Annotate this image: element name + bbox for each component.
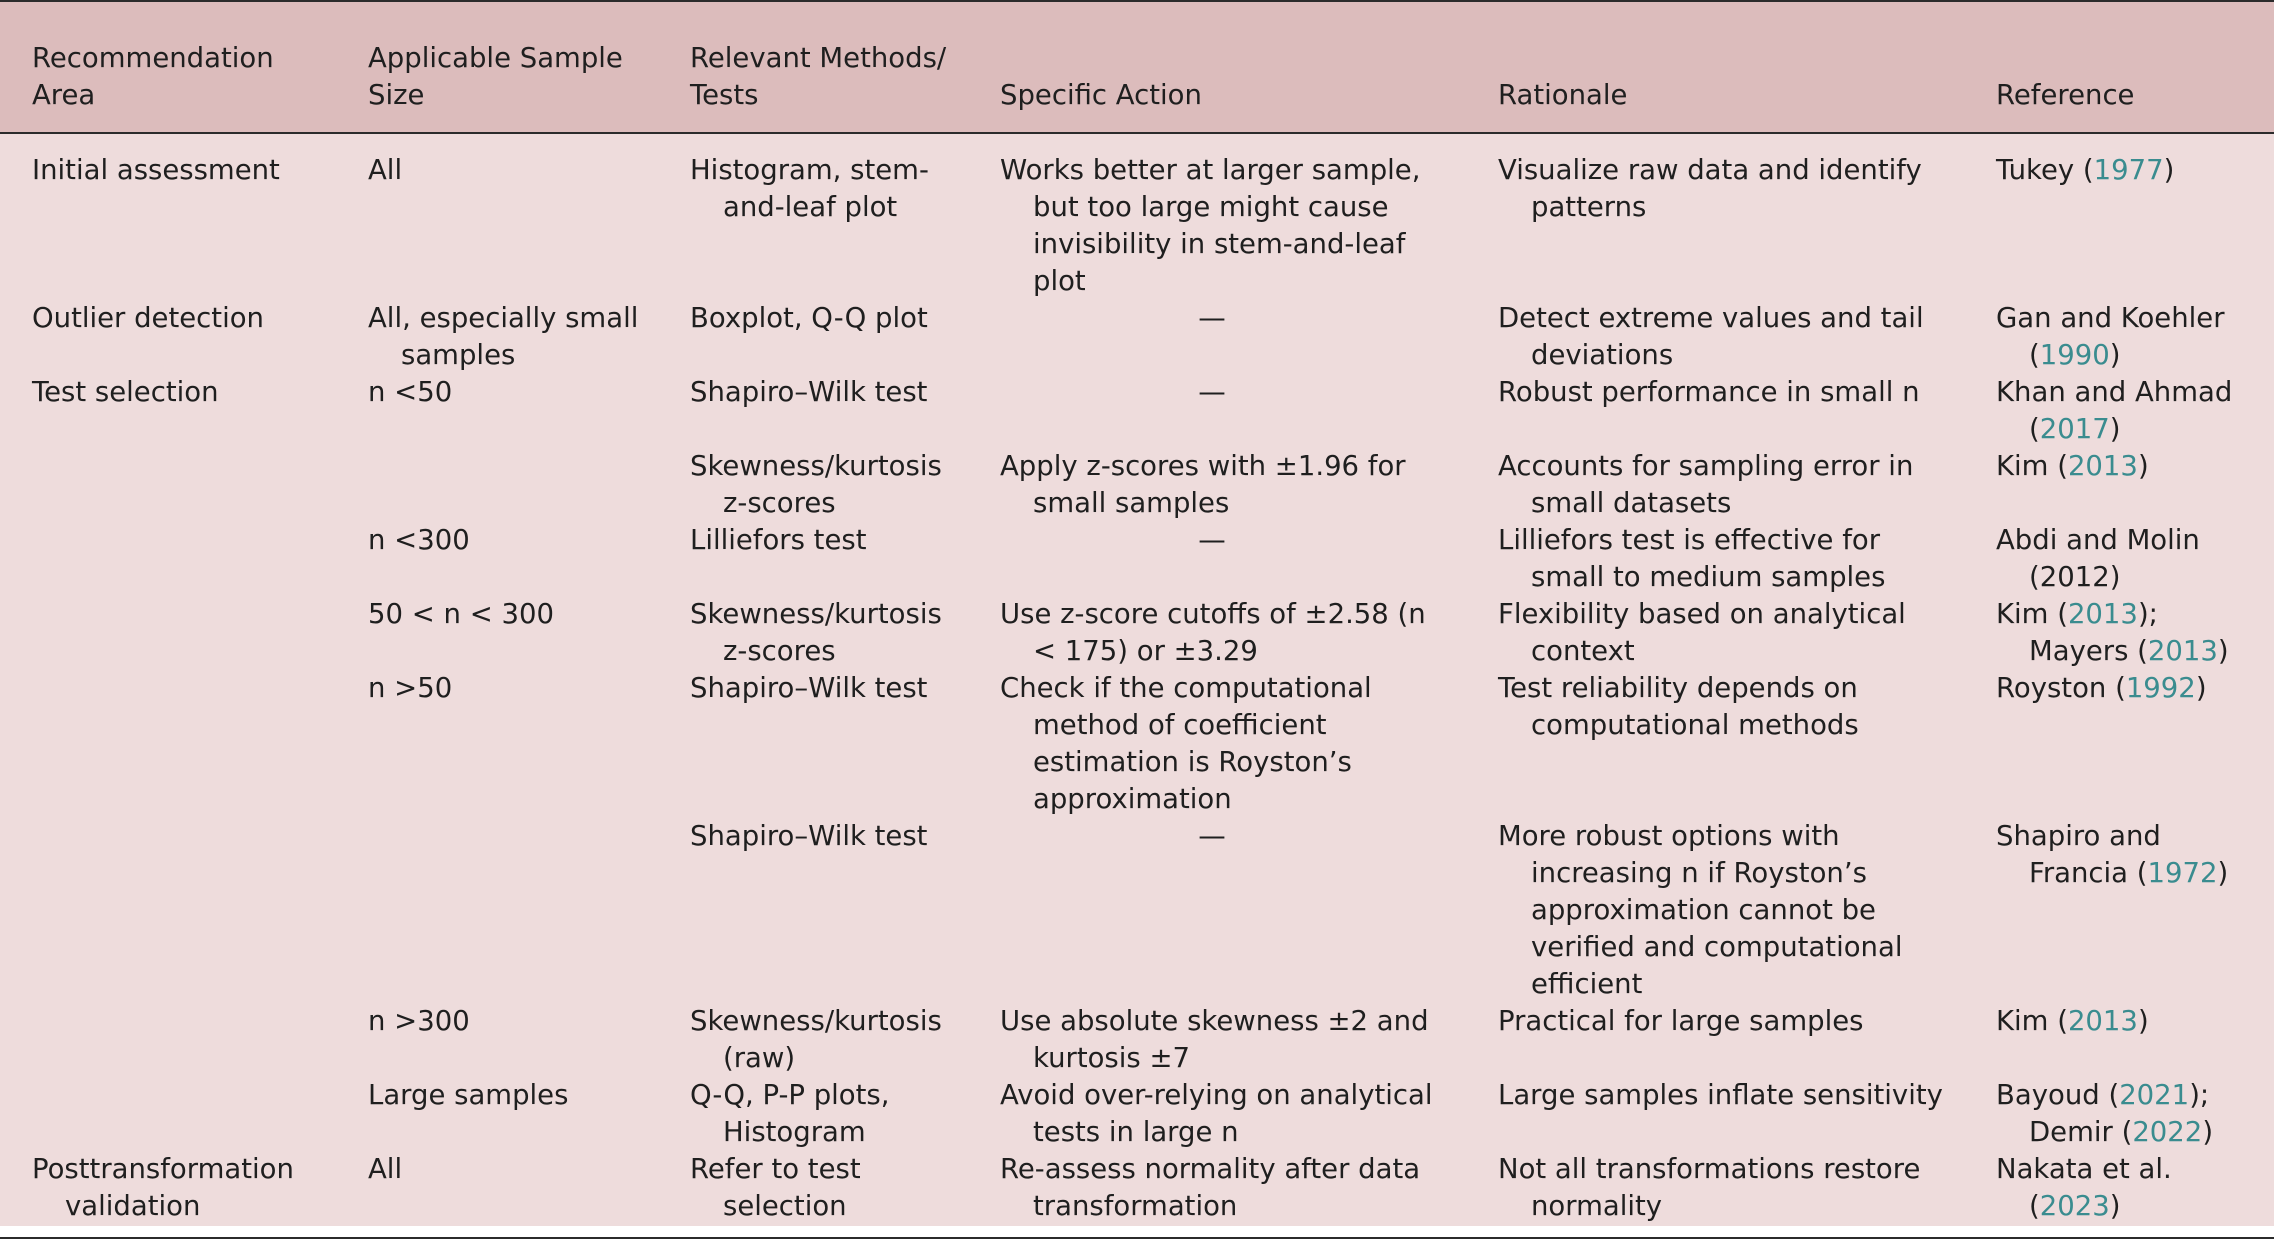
cell-recommendation-area bbox=[0, 522, 336, 596]
cell-sample-size-text: All bbox=[368, 1153, 403, 1185]
cell-recommendation-area bbox=[0, 374, 336, 448]
cell-recommendation-area-text: Initial assessment bbox=[32, 154, 280, 186]
cell-recommendation-area bbox=[0, 1003, 336, 1077]
cell-method-text: Shapiro–Wilk test bbox=[690, 672, 928, 704]
reference-text bbox=[1996, 818, 2264, 892]
cell-rationale bbox=[1466, 522, 1964, 596]
cell-rationale-text: Flexibility based on analytical context bbox=[1498, 598, 1906, 667]
cell-method-text: Histogram, stem-and-leaf plot bbox=[690, 154, 929, 223]
table-row bbox=[0, 522, 2274, 596]
cell-method bbox=[658, 448, 968, 522]
cell-method bbox=[658, 596, 968, 670]
reference-year-link[interactable]: 2013 bbox=[2067, 1005, 2138, 1037]
cell-sample-size-text: n >50 bbox=[368, 672, 453, 704]
cell-specific-action bbox=[968, 133, 1466, 300]
cell-recommendation-area bbox=[0, 133, 336, 300]
cell-recommendation-area bbox=[0, 300, 336, 374]
cell-rationale bbox=[1466, 1077, 1964, 1151]
cell-sample-size bbox=[336, 1151, 658, 1238]
cell-sample-size bbox=[336, 818, 658, 1003]
reference-text bbox=[1996, 152, 2264, 189]
cell-sample-size bbox=[336, 300, 658, 374]
cell-method bbox=[658, 1077, 968, 1151]
cell-specific-action-text: Avoid over-relying on analytical tests in large n bbox=[1000, 1079, 1433, 1148]
cell-rationale bbox=[1466, 596, 1964, 670]
reference-suffix: ) bbox=[2202, 1116, 2214, 1148]
cell-sample-size-text: All bbox=[368, 154, 403, 186]
header-specific-action: Specific Action bbox=[968, 1, 1466, 133]
header-reference: Reference bbox=[1964, 1, 2274, 133]
cell-method-text: Skewness/kurtosis z-scores bbox=[690, 598, 942, 667]
cell-rationale bbox=[1466, 374, 1964, 448]
cell-sample-size bbox=[336, 596, 658, 670]
table-row bbox=[0, 300, 2274, 374]
cell-sample-size bbox=[336, 1003, 658, 1077]
cell-rationale-text: Robust performance in small n bbox=[1498, 376, 1920, 408]
reference-year-link[interactable]: 2021 bbox=[2119, 1079, 2190, 1111]
cell-reference bbox=[1964, 1077, 2274, 1151]
cell-sample-size bbox=[336, 133, 658, 300]
reference-author: Kim ( bbox=[1996, 450, 2068, 482]
cell-recommendation-area bbox=[0, 818, 336, 1003]
cell-method bbox=[658, 374, 968, 448]
cell-rationale bbox=[1466, 448, 1964, 522]
cell-rationale bbox=[1466, 1151, 1964, 1238]
cell-specific-action-text: — bbox=[1198, 302, 1226, 334]
cell-sample-size-text: n >300 bbox=[368, 1005, 470, 1037]
cell-specific-action bbox=[968, 596, 1466, 670]
reference-text bbox=[1996, 1003, 2264, 1040]
cell-specific-action-text: — bbox=[1198, 820, 1226, 852]
cell-specific-action-text: Works better at larger sample, but too large might cause invisibility in stem-and-leaf plot bbox=[1000, 154, 1421, 297]
reference-author: Demir ( bbox=[2029, 1116, 2133, 1148]
cell-recommendation-area-text: Test selection bbox=[32, 376, 219, 408]
cell-rationale bbox=[1466, 300, 1964, 374]
cell-specific-action-text: Use z-score cutoffs of ±2.58 (n < 175) or ±3.29 bbox=[1000, 598, 1426, 667]
cell-sample-size bbox=[336, 522, 658, 596]
cell-method-text: Skewness/kurtosis (raw) bbox=[690, 1005, 942, 1074]
reference-suffix: ) bbox=[2109, 413, 2121, 445]
cell-reference bbox=[1964, 522, 2274, 596]
reference-suffix: ); bbox=[2137, 598, 2158, 630]
reference-author: Khan and Ahmad ( bbox=[1996, 376, 2233, 445]
table-row bbox=[0, 1077, 2274, 1151]
reference-author: Gan and Koehler ( bbox=[1996, 302, 2225, 371]
cell-specific-action-text: — bbox=[1198, 376, 1226, 408]
cell-reference bbox=[1964, 448, 2274, 522]
cell-recommendation-area bbox=[0, 1077, 336, 1151]
cell-rationale-text: Detect extreme values and tail deviations bbox=[1498, 302, 1924, 371]
reference-author: Abdi and Molin (2012) bbox=[1996, 524, 2200, 593]
cell-specific-action bbox=[968, 818, 1466, 1003]
header-recommendation-area: Recommendation Area bbox=[0, 1, 336, 133]
cell-specific-action-text: Use absolute skewness ±2 and kurtosis ±7 bbox=[1000, 1005, 1429, 1074]
cell-recommendation-area bbox=[0, 670, 336, 818]
cell-rationale-text: More robust options with increasing n if Royston’s approximation cannot be verified and computational efficient bbox=[1498, 820, 1903, 1000]
cell-specific-action bbox=[968, 1151, 1466, 1238]
reference-text bbox=[1996, 670, 2264, 707]
cell-sample-size bbox=[336, 670, 658, 818]
cell-recommendation-area-text: Posttransformation validation bbox=[32, 1153, 294, 1222]
reference-text bbox=[1996, 1077, 2264, 1151]
cell-method-text: Refer to test selection bbox=[690, 1153, 861, 1222]
cell-method-text: Shapiro–Wilk test bbox=[690, 820, 928, 852]
cell-rationale bbox=[1466, 670, 1964, 818]
cell-method bbox=[658, 522, 968, 596]
reference-year-link[interactable]: 2013 bbox=[2147, 635, 2218, 667]
cell-sample-size-text: All, especially small samples bbox=[368, 302, 639, 371]
reference-year-link[interactable]: 1992 bbox=[2125, 672, 2196, 704]
cell-recommendation-area bbox=[0, 596, 336, 670]
cell-rationale-text: Accounts for sampling error in small datasets bbox=[1498, 450, 1914, 519]
header-rationale: Rationale bbox=[1466, 1, 1964, 133]
cell-specific-action bbox=[968, 670, 1466, 818]
header-applicable-sample-size: Applicable Sample Size bbox=[336, 1, 658, 133]
table-row bbox=[0, 133, 2274, 300]
cell-specific-action bbox=[968, 448, 1466, 522]
cell-method-text: Lilliefors test bbox=[690, 524, 867, 556]
reference-text bbox=[1996, 596, 2264, 670]
reference-text bbox=[1996, 300, 2264, 374]
cell-sample-size-text: Large samples bbox=[368, 1079, 569, 1111]
cell-rationale-text: Not all transformations restore normality bbox=[1498, 1153, 1921, 1222]
reference-suffix: ) bbox=[2137, 1005, 2149, 1037]
cell-method bbox=[658, 670, 968, 818]
reference-author: Mayers ( bbox=[2029, 635, 2148, 667]
reference-year-link[interactable]: 2017 bbox=[2039, 413, 2110, 445]
cell-reference bbox=[1964, 1003, 2274, 1077]
cell-method-text: Skewness/kurtosis z-scores bbox=[690, 450, 942, 519]
cell-recommendation-area bbox=[0, 1151, 336, 1238]
reference-suffix: ) bbox=[2217, 857, 2229, 889]
reference-suffix: ); bbox=[2189, 1079, 2210, 1111]
reference-year-link[interactable]: 1977 bbox=[2093, 154, 2164, 186]
cell-specific-action-text: Apply z-scores with ±1.96 for small samples bbox=[1000, 450, 1406, 519]
cell-sample-size bbox=[336, 448, 658, 522]
table-row bbox=[0, 818, 2274, 1003]
reference-suffix: ) bbox=[2163, 154, 2175, 186]
cell-specific-action bbox=[968, 300, 1466, 374]
reference-author: Kim ( bbox=[1996, 1005, 2068, 1037]
cell-rationale-text: Practical for large samples bbox=[1498, 1005, 1864, 1037]
reference-year-link[interactable]: 2013 bbox=[2067, 598, 2138, 630]
table-header-row bbox=[0, 1, 2274, 133]
cell-rationale-text: Lilliefors test is effective for small to medium samples bbox=[1498, 524, 1886, 593]
reference-suffix: ) bbox=[2195, 672, 2207, 704]
cell-specific-action bbox=[968, 1077, 1466, 1151]
reference-author: Tukey ( bbox=[1996, 154, 2094, 186]
cell-recommendation-area-text: Outlier detection bbox=[32, 302, 264, 334]
reference-suffix: ) bbox=[2109, 339, 2121, 371]
cell-method bbox=[658, 300, 968, 374]
cell-method bbox=[658, 133, 968, 300]
cell-specific-action-text: — bbox=[1198, 524, 1226, 556]
cell-specific-action-text: Re-assess normality after data transformation bbox=[1000, 1153, 1421, 1222]
table-row bbox=[0, 1151, 2274, 1238]
cell-specific-action bbox=[968, 1003, 1466, 1077]
table-row bbox=[0, 670, 2274, 818]
cell-reference bbox=[1964, 818, 2274, 1003]
cell-reference bbox=[1964, 300, 2274, 374]
cell-sample-size-text: n <50 bbox=[368, 376, 453, 408]
table-row bbox=[0, 448, 2274, 522]
reference-author: Kim ( bbox=[1996, 598, 2068, 630]
cell-rationale-text: Test reliability depends on computational methods bbox=[1498, 672, 1859, 741]
cell-reference bbox=[1964, 374, 2274, 448]
reference-author: Nakata et al. ( bbox=[1996, 1153, 2172, 1222]
reference-suffix: ) bbox=[2137, 450, 2149, 482]
cell-sample-size bbox=[336, 374, 658, 448]
cell-method bbox=[658, 818, 968, 1003]
reference-author: Royston ( bbox=[1996, 672, 2126, 704]
header-relevant-methods: Relevant Methods/ Tests bbox=[658, 1, 968, 133]
cell-reference bbox=[1964, 133, 2274, 300]
table-row bbox=[0, 374, 2274, 448]
cell-rationale bbox=[1466, 1003, 1964, 1077]
cell-reference bbox=[1964, 1151, 2274, 1238]
reference-suffix: ) bbox=[2109, 1190, 2121, 1222]
reference-year-link[interactable]: 2023 bbox=[2039, 1190, 2110, 1222]
reference-text bbox=[1996, 1151, 2264, 1225]
cell-rationale bbox=[1466, 133, 1964, 300]
table-body bbox=[0, 133, 2274, 1238]
cell-recommendation-area bbox=[0, 448, 336, 522]
cell-specific-action bbox=[968, 522, 1466, 596]
table-row bbox=[0, 596, 2274, 670]
reference-year-link[interactable]: 2022 bbox=[2132, 1116, 2203, 1148]
reference-text bbox=[1996, 448, 2264, 485]
cell-specific-action bbox=[968, 374, 1466, 448]
reference-year-link[interactable]: 1972 bbox=[2147, 857, 2218, 889]
cell-method-text: Boxplot, Q-Q plot bbox=[690, 302, 928, 334]
cell-method-text: Q-Q, P-P plots, Histogram bbox=[690, 1079, 890, 1148]
cell-sample-size bbox=[336, 1077, 658, 1151]
cell-method bbox=[658, 1003, 968, 1077]
cell-sample-size-text: 50 < n < 300 bbox=[368, 598, 554, 630]
cell-specific-action-text: Check if the computational method of coefficient estimation is Royston’s approximation bbox=[1000, 672, 1372, 815]
table-row bbox=[0, 1003, 2274, 1077]
cell-rationale bbox=[1466, 818, 1964, 1003]
cell-sample-size-text: n <300 bbox=[368, 524, 470, 556]
cell-method-text: Shapiro–Wilk test bbox=[690, 376, 928, 408]
cell-rationale-text: Visualize raw data and identify patterns bbox=[1498, 154, 1922, 223]
reference-year-link[interactable]: 2013 bbox=[2067, 450, 2138, 482]
cell-reference bbox=[1964, 596, 2274, 670]
cell-method bbox=[658, 1151, 968, 1238]
reference-author: Shapiro and Francia ( bbox=[1996, 820, 2161, 889]
reference-author: Bayoud ( bbox=[1996, 1079, 2120, 1111]
reference-text bbox=[1996, 374, 2264, 448]
cell-reference bbox=[1964, 670, 2274, 818]
cell-rationale-text: Large samples inflate sensitivity bbox=[1498, 1079, 1943, 1111]
reference-year-link[interactable]: 1990 bbox=[2039, 339, 2110, 371]
reference-text bbox=[1996, 522, 2264, 596]
reference-suffix: ) bbox=[2217, 635, 2229, 667]
